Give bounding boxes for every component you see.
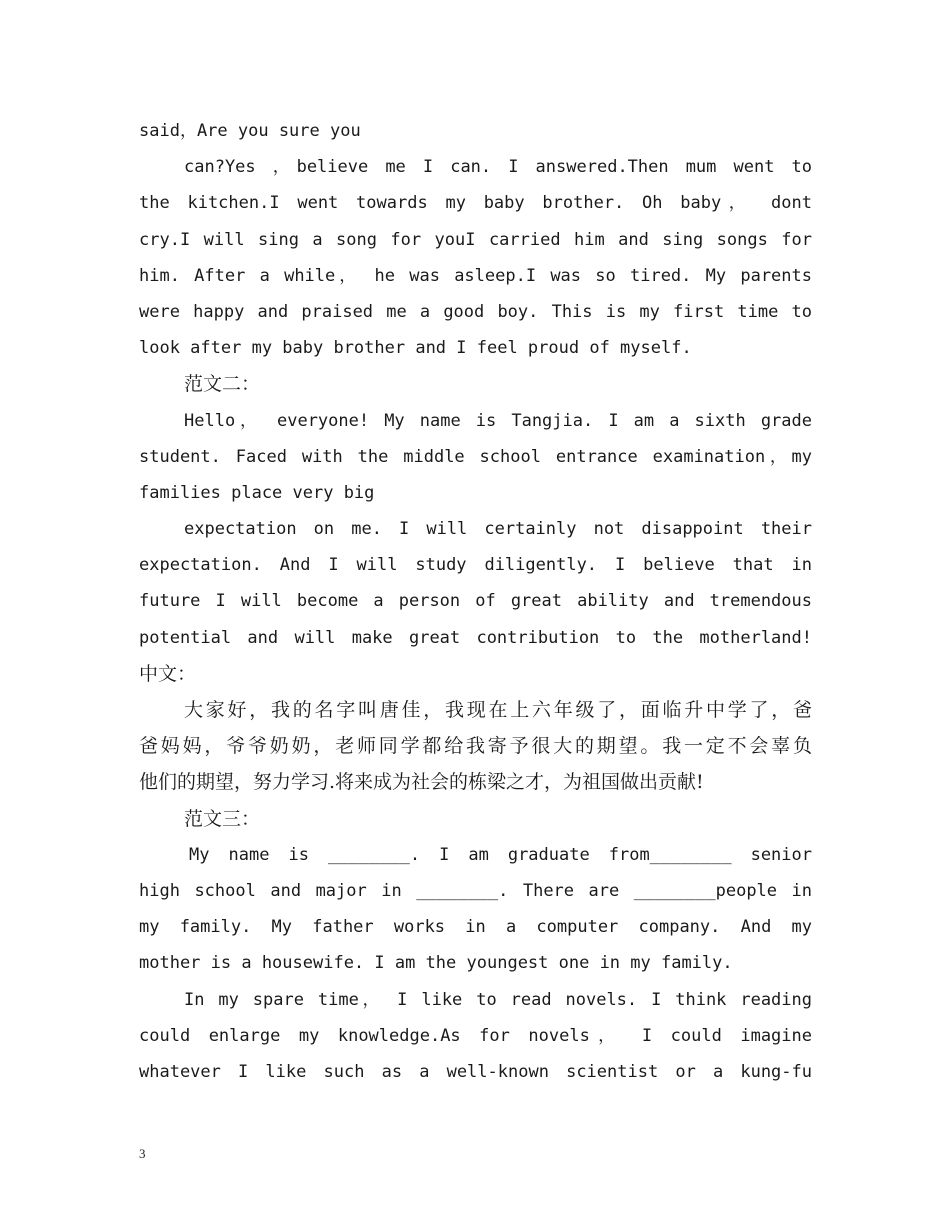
text-line: families place very big (139, 482, 375, 503)
text-line: my family. My father works in a computer company. And my (139, 917, 812, 938)
section-heading: 范文三： (184, 807, 261, 830)
text-line: potential and will make great contribution to the motherland! (139, 627, 812, 648)
text-line: Hello， everyone! My name is Tangjia. I am a sixth grade (184, 410, 812, 431)
text-line: high school and major in ________. There are ________people in (139, 880, 812, 901)
document-page (139, 113, 812, 1090)
text-line: future I will become a person of great ability and tremendous (139, 591, 812, 612)
section-heading: 中文： (139, 662, 197, 685)
text-line: him. After a while， he was asleep.I was so tired. My parents (139, 265, 812, 286)
text-line: cry.I will sing a song for youI carried him and sing songs for (139, 229, 812, 250)
text-line: 爸妈妈，爷爷奶奶，老师同学都给我寄予很大的期望。我一定不会辜负 (139, 735, 812, 758)
text-line: could enlarge my knowledge.As for novels， I could imagine (139, 1025, 812, 1046)
text-line: look after my baby brother and I feel proud of myself. (139, 338, 692, 359)
text-line: 他们的期望，努力学习.将来成为社会的栋梁之才，为祖国做出贡献! (139, 771, 704, 794)
text-line: expectation on me. I will certainly not disappoint their (184, 519, 812, 540)
text-line: said，Are you sure you (139, 121, 361, 141)
text-line: 大家好，我的名字叫唐佳，我现在上六年级了，面临升中学了，爸 (184, 699, 812, 721)
text-line: were happy and praised me a good boy. This is my first time to (139, 301, 812, 322)
text-line: student. Faced with the middle school entrance examination，my (139, 446, 812, 467)
text-line: In my spare time， I like to read novels. I think reading (184, 989, 812, 1010)
text-line: can?Yes ，believe me I can. I answered.Then mum went to (184, 157, 812, 178)
text-line: mother is a housewife. I am the youngest one in my family. (139, 953, 733, 974)
text-line: whatever I like such as a well-known scientist or a kung-fu (139, 1061, 812, 1082)
text-line: the kitchen.I went towards my baby brother. Oh baby， dont (139, 193, 812, 214)
page-number: 3 (139, 1146, 146, 1161)
section-heading: 范文二： (184, 373, 261, 396)
text-line: expectation. And I will study diligently. I believe that in (139, 555, 812, 576)
text-line: My name is ________. I am graduate from________ senior (189, 844, 812, 865)
